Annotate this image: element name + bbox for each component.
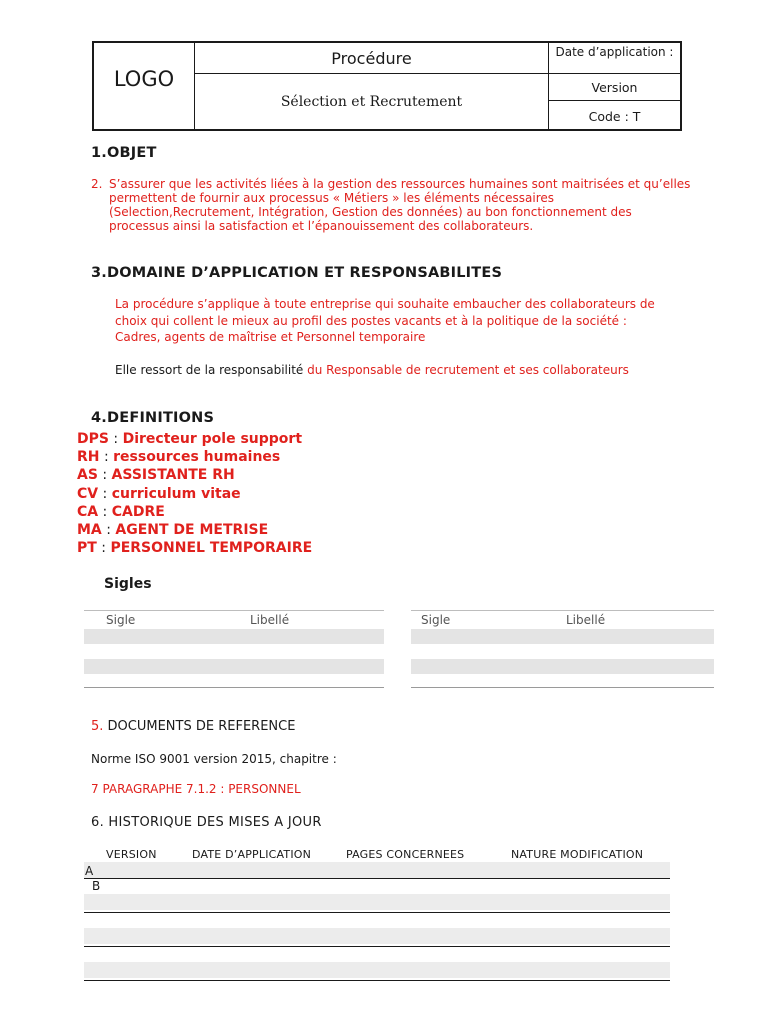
col-pages-concernees: PAGES CONCERNEES (346, 848, 465, 861)
section-documents-heading (91, 719, 295, 734)
definition-text: ressources humaines (113, 449, 281, 466)
sigle-header: Sigle (106, 613, 136, 627)
definition-item (77, 503, 312, 521)
table-row (84, 629, 384, 644)
col-date-application: DATE D’APPLICATION (192, 848, 312, 861)
col-nature-modification: NATURE MODIFICATION (511, 848, 644, 861)
history-row-line (84, 946, 670, 947)
sigles-table-right (411, 610, 714, 627)
history-row-line (84, 912, 670, 913)
definition-separator: : (96, 540, 111, 557)
definition-abbr: MA (77, 522, 102, 539)
section-historique-heading: 6. HISTORIQUE DES MISES A JOUR (91, 815, 322, 830)
definition-text: PERSONNEL TEMPORAIRE (110, 540, 313, 557)
domaine-line: Cadres, agents de maîtrise et Personnel temporaire (115, 330, 426, 344)
definition-text: AGENT DE METRISE (115, 522, 269, 539)
section-objet-heading: 1.OBJET (91, 145, 157, 161)
section-domaine-text (115, 296, 715, 346)
history-row-line (84, 980, 670, 981)
definition-abbr: DPS (77, 431, 109, 447)
definition-abbr: PT (77, 540, 97, 557)
history-row-line (84, 878, 670, 879)
procedure-label: Procédure (195, 43, 548, 74)
libelle-header: Libellé (250, 613, 290, 627)
table-row (411, 659, 714, 674)
section-documents-title: DOCUMENTS DE REFERENCE (107, 719, 296, 734)
objet-line: permettent de fournir aux processus « Métiers » les éléments nécessaires (109, 191, 555, 205)
definition-separator: : (98, 503, 112, 520)
definition-abbr: CV (77, 485, 99, 502)
code-label: Code : T (548, 101, 680, 129)
logo: LOGO (94, 43, 195, 129)
definition-text: ASSISTANTE RH (111, 467, 235, 484)
section-documents-number: 5. (91, 719, 104, 734)
responsabilite-suffix: du Responsable de recrutement et ses collaborateurs (307, 363, 629, 377)
definition-separator: : (99, 449, 114, 466)
norme-text: Norme ISO 9001 version 2015, chapitre : (91, 752, 337, 766)
date-application-label: Date d’application : (548, 43, 680, 74)
section-objet-number: 2. (91, 177, 103, 191)
responsabilite-prefix: Elle ressort de la responsabilité (115, 363, 304, 377)
col-version: VERSION (106, 848, 157, 861)
section-domaine-heading: 3.DOMAINE D’APPLICATION ET RESPONSABILITES (91, 265, 503, 281)
definition-item (77, 430, 312, 448)
definition-separator: : (97, 467, 112, 484)
sigle-header: Sigle (421, 613, 451, 627)
history-version-label: B (92, 879, 101, 893)
definitions-list (77, 430, 312, 557)
history-row-band (84, 928, 670, 944)
paragraphe-text: 7 PARAGRAPHE 7.1.2 : PERSONNEL (91, 782, 301, 796)
domaine-line: choix qui collent le mieux au profil des postes vacants et à la politique de la société : (115, 313, 627, 328)
objet-line: processus ainsi la satisfaction et l’épanouissement des collaborateurs. (109, 219, 534, 233)
libelle-header: Libellé (566, 613, 606, 627)
definition-item (77, 521, 312, 539)
definition-separator: : (101, 522, 116, 539)
table-bottom-line (84, 687, 384, 688)
section-objet-text (109, 177, 709, 233)
definition-item (77, 485, 312, 503)
history-row-band (84, 962, 670, 978)
definition-separator: : (108, 431, 123, 447)
sigles-table-left (84, 610, 384, 627)
history-row-band (84, 862, 670, 878)
objet-line: S’assurer que les activités liées à la gestion des ressources humaines sont maitrisées et qu’elles (109, 177, 691, 191)
table-row (411, 629, 714, 644)
definition-abbr: RH (77, 449, 100, 466)
definition-separator: : (98, 485, 112, 502)
version-label: Version (548, 74, 680, 101)
domaine-line: La procédure s’applique à toute entreprise qui souhaite embaucher des collaborateurs de (115, 297, 655, 311)
document-title: Sélection et Recrutement (280, 93, 463, 110)
sigles-title: Sigles (104, 576, 152, 592)
table-row (411, 644, 714, 659)
header-table (92, 41, 682, 131)
definition-item (77, 448, 312, 466)
responsabilite-line (115, 363, 629, 377)
definition-item (77, 466, 312, 484)
definition-abbr: CA (77, 503, 99, 520)
definition-text: CADRE (111, 503, 165, 520)
history-row-band (84, 894, 670, 910)
table-row (84, 644, 384, 659)
objet-line: (Selection,Recrutement, Intégration, Gestion des données) au bon fonctionnement des (109, 205, 632, 219)
history-version-label: A (85, 864, 94, 878)
section-definitions-heading: 4.DEFINITIONS (91, 410, 215, 426)
definition-abbr: AS (77, 467, 98, 484)
table-row (84, 659, 384, 674)
definition-text: Directeur pole support (122, 431, 303, 447)
definition-text: curriculum vitae (111, 485, 241, 502)
table-bottom-line (411, 687, 714, 688)
definition-item (77, 539, 312, 557)
